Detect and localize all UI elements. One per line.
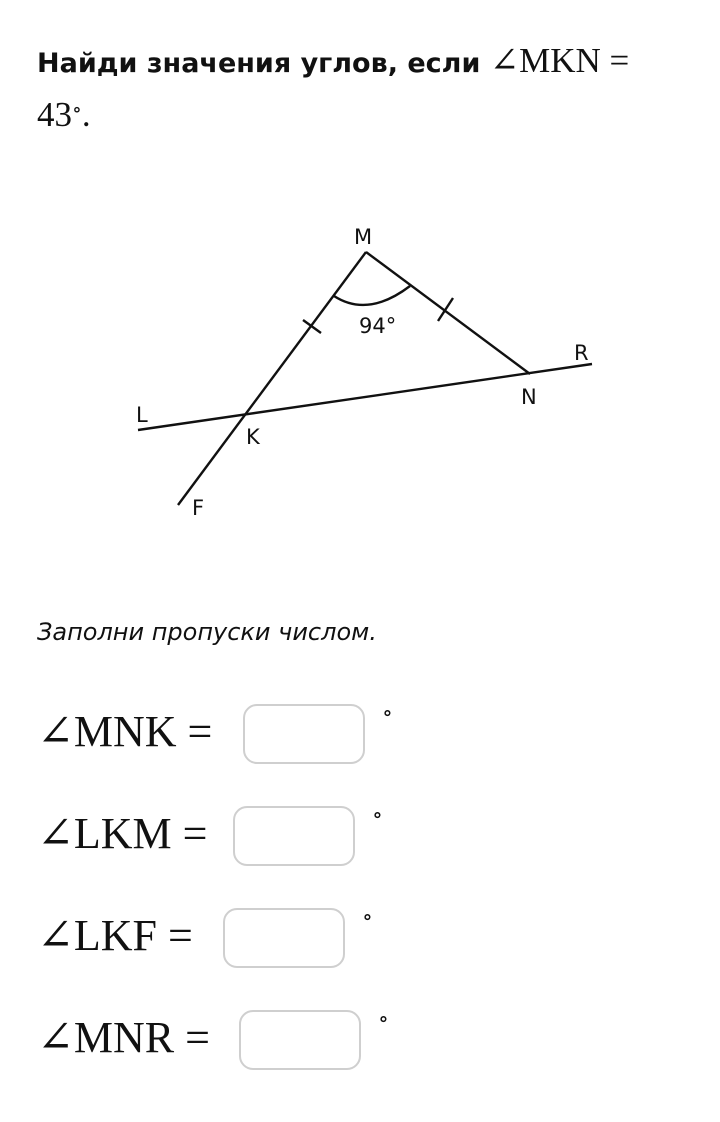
geometry-figure	[0, 0, 720, 560]
answer-degree-mnr: ∘	[378, 1006, 389, 1031]
question-angle-symbol: ∠	[489, 41, 520, 80]
question-suffix: .	[81, 95, 91, 134]
angle-arc-m	[334, 286, 410, 305]
angle-label: 94°	[359, 314, 397, 338]
answer-input-lkf[interactable]	[223, 908, 345, 968]
instruction-text: Заполни пропуски числом.	[37, 618, 377, 646]
point-label-r: R	[574, 341, 589, 365]
line-mf	[178, 252, 366, 505]
point-label-k: K	[246, 425, 260, 449]
point-label-f: F	[192, 496, 205, 520]
answer-input-mnr[interactable]	[239, 1010, 361, 1070]
question-prefix: Найди значения углов, если	[37, 48, 490, 79]
answer-label-lkm: ∠LKM =	[37, 809, 208, 858]
segment-mn	[366, 252, 530, 374]
question-value: 43	[37, 95, 72, 134]
answer-degree-lkf: ∘	[362, 904, 373, 929]
answer-input-mnk[interactable]	[243, 704, 365, 764]
answer-label-lkf: ∠LKF =	[37, 911, 193, 960]
point-label-n: N	[521, 385, 537, 409]
answer-degree-lkm: ∘	[372, 802, 383, 827]
tick-mk	[303, 320, 321, 333]
question-equals: =	[600, 41, 630, 80]
answer-input-lkm[interactable]	[233, 806, 355, 866]
answer-label-mnk: ∠MNK =	[37, 707, 213, 756]
question-degree: ∘	[72, 99, 82, 121]
point-label-m: M	[354, 225, 373, 249]
answer-label-mnr: ∠MNR =	[37, 1013, 210, 1062]
point-label-l: L	[136, 403, 148, 427]
answer-degree-mnk: ∘	[382, 700, 393, 725]
tick-mn	[438, 298, 453, 321]
question-angle-name: MKN	[519, 41, 601, 80]
